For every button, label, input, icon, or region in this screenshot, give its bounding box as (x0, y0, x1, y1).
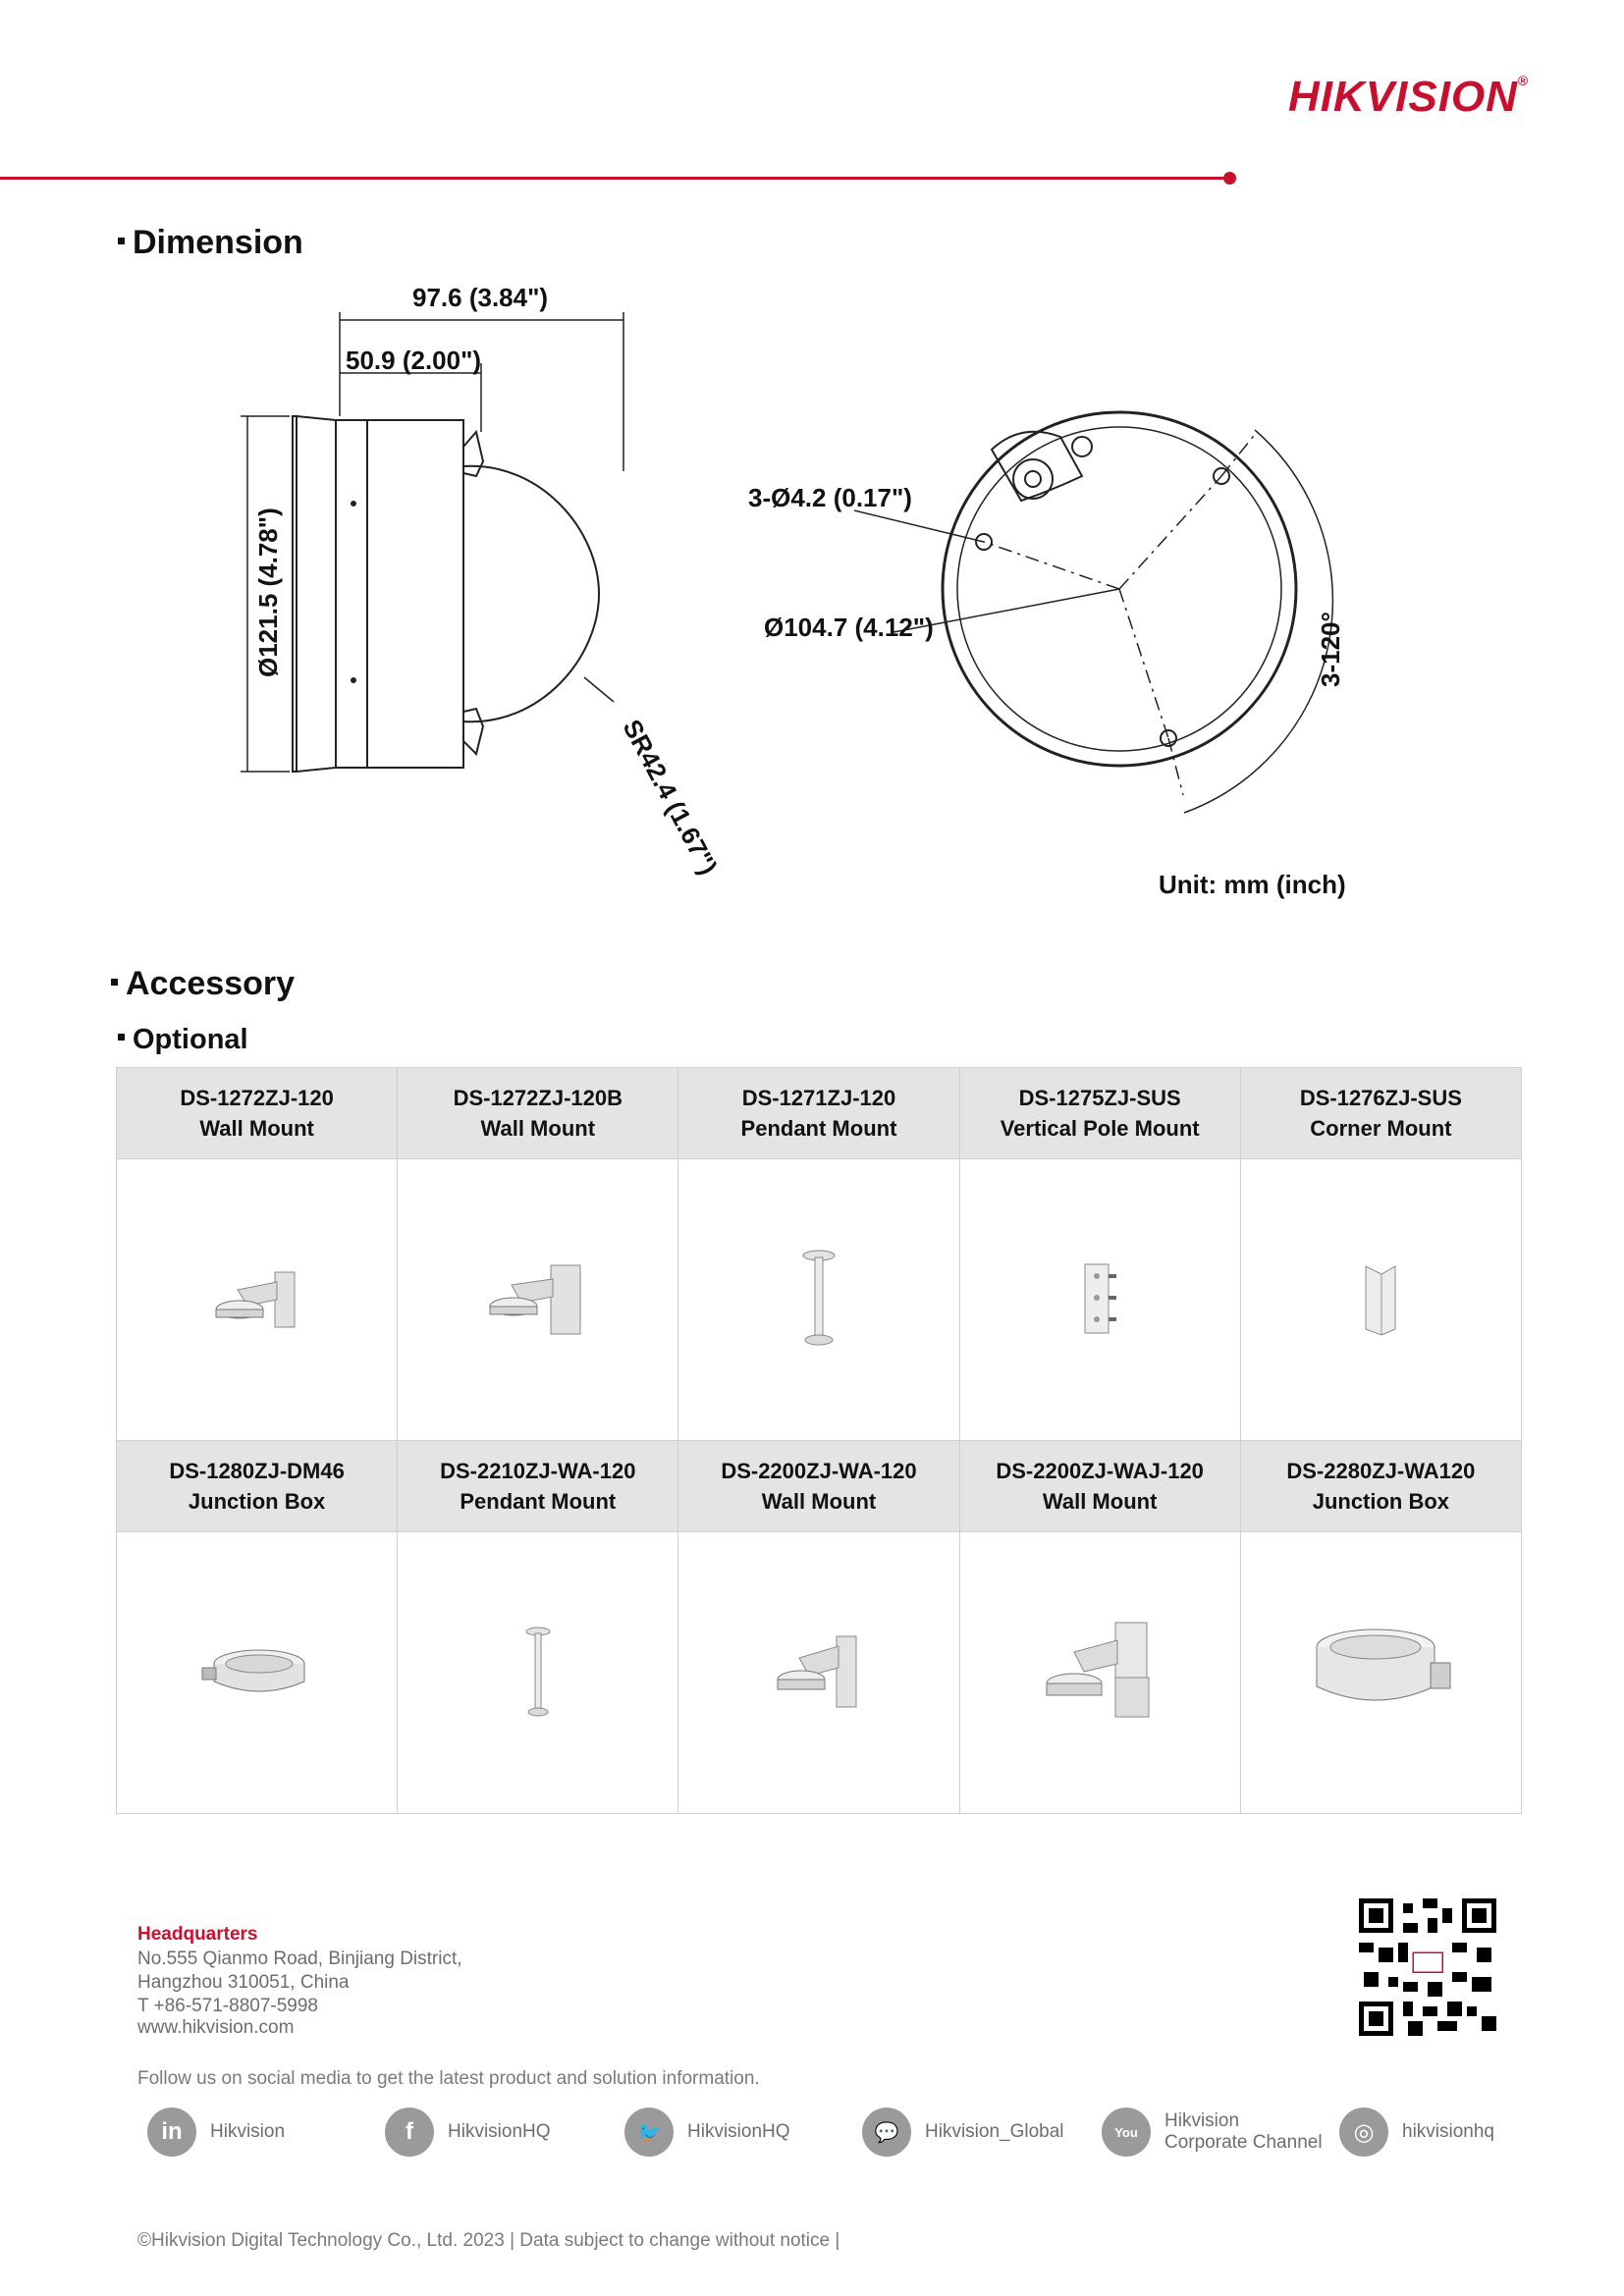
social-twitter[interactable] (624, 2105, 790, 2160)
accessory-heading: Accessory (111, 965, 295, 1003)
social-youtube[interactable] (1102, 2105, 1323, 2160)
pendant-mount-icon (518, 1624, 558, 1722)
social-wechat[interactable] (862, 2105, 1064, 2160)
social-instagram[interactable] (1339, 2105, 1494, 2160)
header-rule-dot (1223, 172, 1236, 185)
header-rule (0, 177, 1223, 180)
accessory-image-cell (117, 1159, 398, 1441)
heading-bullet (118, 238, 125, 244)
unit-label: Unit: mm (inch) (1159, 870, 1346, 899)
twitter-icon: 🐦 (624, 2108, 674, 2157)
side-view-base-ring (297, 416, 336, 772)
junction-box-icon (198, 1638, 316, 1707)
brand-logo: HIKVISION® (1288, 73, 1530, 121)
social-facebook[interactable] (385, 2105, 551, 2160)
pendant-mount-icon (789, 1246, 848, 1354)
height-label: Ø121.5 (4.78") (253, 507, 283, 677)
social-label: Hikvision_Global (925, 2121, 1064, 2142)
qr-code[interactable] (1359, 1898, 1496, 2036)
accessory-image-cell (1240, 1159, 1521, 1441)
hole-circle-label: Ø104.7 (4.12") (764, 613, 934, 642)
hq-title: Headquarters (137, 1924, 258, 1945)
accessory-cell: DS-1280ZJ-DM46 Junction Box (117, 1441, 398, 1532)
junction-box-large-icon (1307, 1624, 1454, 1722)
wall-mount-icon (208, 1260, 306, 1339)
base-depth-label: 50.9 (2.00") (346, 346, 482, 375)
social-label-2: Corporate Channel (1164, 2132, 1323, 2153)
accessory-cell: DS-1271ZJ-120 Pendant Mount (678, 1068, 959, 1159)
hq-address-line-1: No.555 Qianmo Road, Binjiang District, (137, 1949, 462, 1969)
angle-label: 3-120° (1316, 612, 1345, 687)
accessory-image-row (117, 1159, 1522, 1441)
accessory-cell: DS-2280ZJ-WA120 Junction Box (1240, 1441, 1521, 1532)
hq-address-line-2: Hangzhou 310051, China (137, 1972, 350, 1993)
corner-mount-icon (1356, 1260, 1405, 1339)
social-label: HikvisionHQ (687, 2121, 790, 2142)
heading-bullet (111, 979, 118, 986)
social-label: Hikvision (210, 2121, 286, 2142)
side-view-body (336, 420, 463, 768)
dimension-heading: Dimension (118, 224, 303, 262)
dome-radius-label: SR42.4 (1.67") (617, 715, 724, 880)
overall-depth-label: 97.6 (3.84") (412, 283, 549, 312)
angle-arc (1184, 430, 1332, 813)
social-label: hikvisionhq (1402, 2121, 1494, 2142)
accessory-header-row (117, 1441, 1522, 1532)
wall-mount-box-icon (1041, 1619, 1159, 1727)
wall-mount-box-icon (484, 1255, 592, 1344)
accessory-cell: DS-1275ZJ-SUS Vertical Pole Mount (959, 1068, 1240, 1159)
facebook-icon: f (385, 2108, 434, 2157)
accessory-table (116, 1067, 1522, 1814)
accessory-cell: DS-2200ZJ-WA-120 Wall Mount (678, 1441, 959, 1532)
instagram-icon: ◎ (1339, 2108, 1388, 2157)
social-linkedin[interactable] (147, 2105, 285, 2160)
social-label: HikvisionHQ (448, 2121, 551, 2142)
accessory-image-cell (678, 1159, 959, 1441)
wall-mount-icon (770, 1629, 868, 1717)
accessory-image-cell (959, 1159, 1240, 1441)
accessory-image-cell (1240, 1532, 1521, 1814)
hq-website[interactable]: www.hikvision.com (137, 2017, 295, 2038)
heading-bullet (118, 1034, 125, 1041)
side-view-base-plate (293, 416, 297, 772)
accessory-cell: DS-1276ZJ-SUS Corner Mount (1240, 1068, 1521, 1159)
hq-phone: T +86-571-8807-5998 (137, 1996, 318, 2016)
screw-holes-label: 3-Ø4.2 (0.17") (748, 483, 912, 512)
accessory-image-cell (678, 1532, 959, 1814)
side-view-top-ear (463, 432, 483, 476)
accessory-image-cell (398, 1159, 678, 1441)
accessory-image-cell (959, 1532, 1240, 1814)
follow-text: Follow us on social media to get the latest product and solution information. (137, 2068, 760, 2089)
accessory-image-cell (398, 1532, 678, 1814)
accessory-header-row (117, 1068, 1522, 1159)
copyright: ©Hikvision Digital Technology Co., Ltd. 2023 | Data subject to change without notice | (137, 2230, 840, 2251)
cable-entry (992, 432, 1082, 501)
accessory-image-cell (117, 1532, 398, 1814)
side-view-dome (463, 466, 599, 722)
social-label: Hikvision (1164, 2110, 1240, 2131)
optional-heading: Optional (118, 1024, 248, 1056)
accessory-image-row (117, 1532, 1522, 1814)
pole-mount-icon (1075, 1260, 1124, 1339)
accessory-cell: DS-2210ZJ-WA-120 Pendant Mount (398, 1441, 678, 1532)
linkedin-icon: in (147, 2108, 196, 2157)
accessory-cell: DS-1272ZJ-120 Wall Mount (117, 1068, 398, 1159)
accessory-cell: DS-1272ZJ-120B Wall Mount (398, 1068, 678, 1159)
youtube-icon: You (1102, 2108, 1151, 2157)
wechat-icon: 💬 (862, 2108, 911, 2157)
side-view-bottom-ear (463, 709, 483, 754)
accessory-cell: DS-2200ZJ-WAJ-120 Wall Mount (959, 1441, 1240, 1532)
